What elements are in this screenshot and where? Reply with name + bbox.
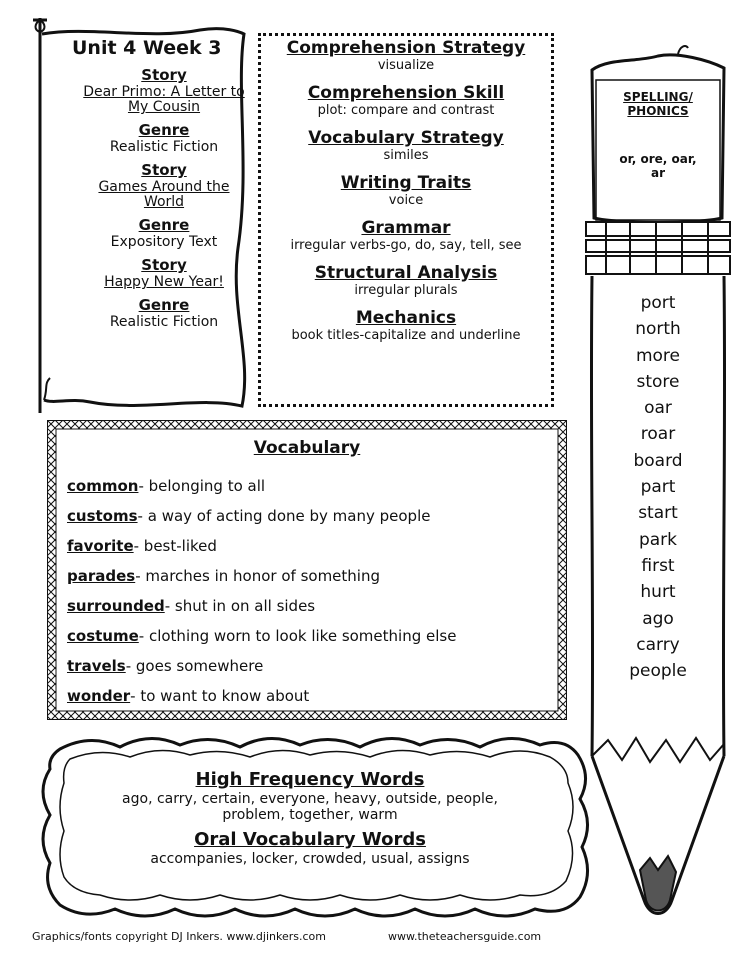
grammar-value: irregular verbs-go, do, say, tell, see <box>290 238 522 253</box>
vocab-item <box>67 626 557 656</box>
writing-traits-value: voice <box>388 193 424 208</box>
spelling-word: first <box>641 555 675 576</box>
vocabulary-strategy-heading: Vocabulary Strategy <box>308 128 504 148</box>
mechanics-heading: Mechanics <box>355 308 457 328</box>
genre-heading-1: Genre <box>138 121 190 139</box>
genre-heading-2: Genre <box>138 216 190 234</box>
spelling-word: north <box>635 319 681 340</box>
comprehension-skill-value: plot: compare and contrast <box>317 103 495 118</box>
mechanics-value: book titles-capitalize and underline <box>291 328 521 343</box>
spelling-word-list <box>588 290 728 684</box>
story-heading-3: Story <box>141 256 187 274</box>
oral-vocabulary-words: accompanies, locker, crowded, usual, assigns <box>150 851 470 867</box>
spelling-word: start <box>638 503 678 524</box>
banner-title: Unit 4 Week 3 <box>72 37 222 59</box>
high-frequency-title: High Frequency Words <box>195 769 425 790</box>
writing-traits-heading: Writing Traits <box>340 173 472 193</box>
spelling-title-line1: SPELLING/ <box>623 90 693 104</box>
comprehension-strategy-value: visualize <box>377 58 435 73</box>
vocab-definition: - goes somewhere <box>125 657 264 675</box>
vocab-definition: - belonging to all <box>138 477 266 495</box>
vocabulary-strategy-value: similes <box>383 148 429 163</box>
story-heading-2: Story <box>141 161 187 179</box>
vocab-definition: - clothing worn to look like something else <box>138 627 457 645</box>
skills-strategy-box <box>258 33 554 407</box>
vocab-word: common <box>67 477 139 495</box>
vocab-item <box>67 536 557 566</box>
vocab-item <box>67 656 557 686</box>
vocab-definition: - to want to know about <box>130 687 310 705</box>
oral-vocabulary-title: Oral Vocabulary Words <box>194 829 426 850</box>
spelling-word: store <box>636 371 680 392</box>
spelling-word: park <box>638 529 678 550</box>
vocab-item <box>67 476 557 506</box>
structural-analysis-value: irregular plurals <box>354 283 458 298</box>
story-title-1: Dear Primo: A Letter to My Cousin <box>83 84 245 115</box>
high-frequency-words-line2: problem, together, warm <box>222 807 398 823</box>
spelling-phonics-title <box>596 90 720 118</box>
spelling-word: part <box>640 477 676 498</box>
vocab-word: favorite <box>67 537 134 555</box>
grammar-heading: Grammar <box>361 218 451 238</box>
vocab-item <box>67 686 557 716</box>
vocab-item <box>67 506 557 536</box>
genre-value-1: Realistic Fiction <box>109 139 219 155</box>
spelling-word: more <box>635 345 681 366</box>
vocab-word: surrounded <box>67 597 165 615</box>
vocab-definition: - best-liked <box>133 537 217 555</box>
vocabulary-box <box>47 420 567 720</box>
vocab-word: customs <box>67 507 138 525</box>
high-frequency-words-line1: ago, carry, certain, everyone, heavy, outside, people, <box>122 791 498 807</box>
spelling-word: hurt <box>640 582 676 603</box>
vocab-definition: - a way of acting done by many people <box>137 507 431 525</box>
story-title-2: Games Around the World <box>98 179 230 210</box>
spelling-word: board <box>633 450 683 471</box>
vocabulary-list <box>67 476 557 716</box>
genre-value-2: Expository Text <box>110 234 218 250</box>
vocab-word: wonder <box>67 687 131 705</box>
phonics-pattern-line1: or, ore, oar, <box>619 152 697 166</box>
genre-value-3: Realistic Fiction <box>109 314 219 330</box>
spelling-title-line2: PHONICS <box>627 104 689 118</box>
vocab-word: travels <box>67 657 126 675</box>
phonics-pattern <box>596 152 720 180</box>
vocab-item <box>67 596 557 626</box>
vocab-definition: - marches in honor of something <box>135 567 380 585</box>
spelling-word: people <box>629 661 687 682</box>
high-frequency-box <box>30 727 595 927</box>
spelling-word: oar <box>644 398 672 419</box>
phonics-pattern-line2: ar <box>650 166 665 180</box>
vocab-item <box>67 566 557 596</box>
comprehension-strategy-heading: Comprehension Strategy <box>286 38 526 58</box>
genre-heading-3: Genre <box>138 296 190 314</box>
vocab-word: costume <box>67 627 139 645</box>
structural-analysis-heading: Structural Analysis <box>314 263 498 283</box>
vocab-word: parades <box>67 567 136 585</box>
vocab-definition: - shut in on all sides <box>164 597 316 615</box>
spelling-word: roar <box>640 424 676 445</box>
vocabulary-title: Vocabulary <box>253 438 361 458</box>
story-heading-1: Story <box>141 66 187 84</box>
footer-website: www.theteachersguide.com <box>388 930 542 943</box>
banner-panel <box>30 8 255 418</box>
comprehension-skill-heading: Comprehension Skill <box>307 83 505 103</box>
spelling-pencil <box>578 40 738 940</box>
spelling-word: port <box>640 293 676 313</box>
footer-copyright: Graphics/fonts copyright DJ Inkers. www.djinkers.com <box>32 930 326 943</box>
spelling-word: ago <box>642 608 674 629</box>
spelling-word: carry <box>636 634 680 655</box>
story-title-3: Happy New Year! <box>104 274 224 290</box>
